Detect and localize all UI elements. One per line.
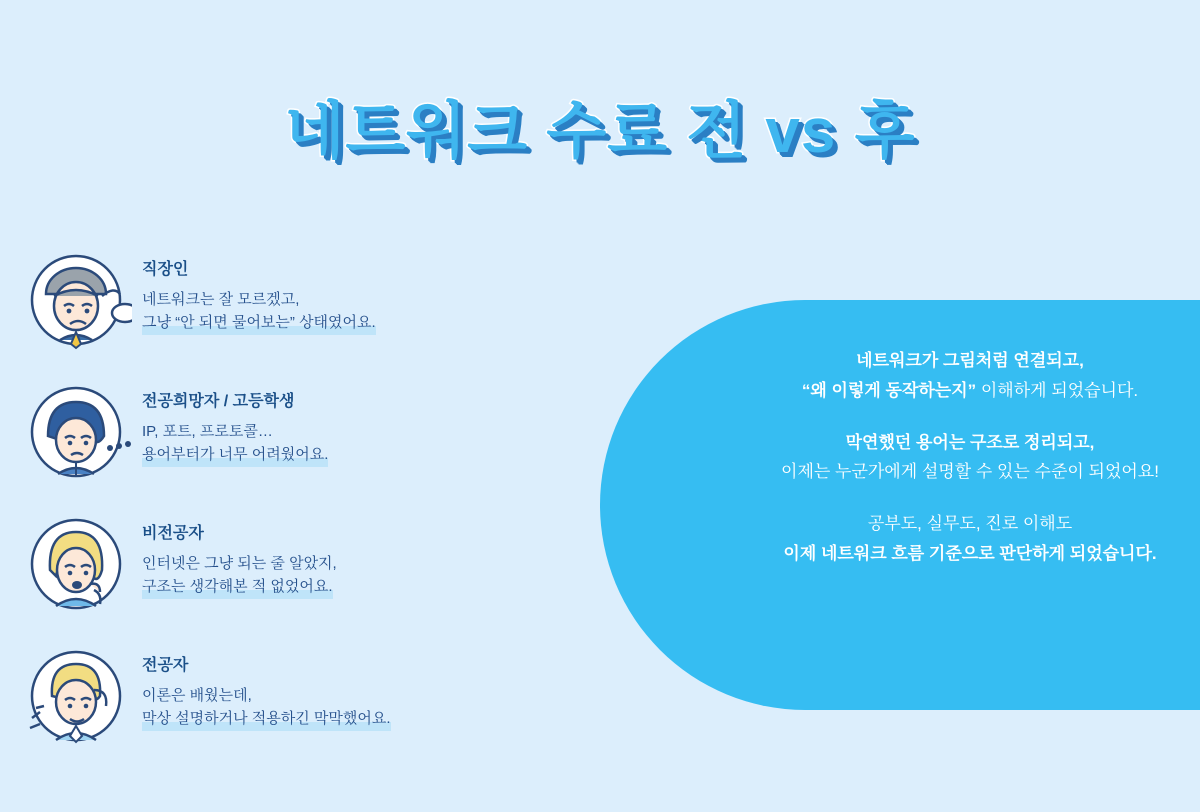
persona-list [24, 248, 544, 776]
persona-line: IP, 포트, 프로토콜… [142, 423, 273, 440]
list-item [24, 380, 544, 484]
persona-line-highlighted: 막상 설명하거나 적용하긴 막막했어요. [142, 707, 391, 730]
list-item [24, 644, 544, 748]
result-panel [600, 300, 1200, 710]
persona-role: 전공희망자 / 고등학생 [142, 393, 295, 410]
result-line [720, 539, 1200, 569]
result-line-bold: 이제 네트워크 흐름 기준으로 판단 [783, 543, 1033, 563]
persona-role: 비전공자 [142, 525, 204, 542]
result-line [720, 376, 1200, 406]
result-line-bold: 막연했던 용어는 구조로 정리 [845, 432, 1057, 452]
puzzled-man-avatar [24, 644, 132, 748]
result-line-rest: 이해하게 되었습니다. [976, 380, 1139, 400]
persona-line-highlighted: 구조는 생각해본 적 없었어요. [142, 575, 333, 598]
result-line [720, 457, 1200, 487]
worried-office-worker-avatar [24, 248, 132, 352]
result-text [720, 346, 1200, 569]
thinking-student-avatar [24, 380, 132, 484]
persona-line: 인터넷은 그냥 되는 줄 알았지, [142, 555, 337, 572]
list-item [24, 512, 544, 616]
result-line-rest: 되고, [1056, 432, 1095, 452]
page-title: 네트워크 수료 전 vs 후 [284, 97, 916, 166]
persona-text [142, 644, 391, 731]
result-line [720, 346, 1200, 376]
list-item [24, 248, 544, 352]
persona-text [142, 248, 376, 335]
persona-text [142, 380, 328, 467]
result-line-rest: 공부도, 실무도, 진로 이해도 [867, 514, 1073, 533]
result-line-bold: 네트워크가 그림처럼 연결 [856, 351, 1047, 370]
persona-line-highlighted: 용어부터가 너무 어려웠어요. [142, 443, 328, 466]
persona-line: 네트워크는 잘 모르겠고, [142, 291, 300, 308]
result-line-bold: “왜 이렇게 동작하는지” [801, 380, 977, 400]
persona-line: 이론은 배웠는데, [142, 687, 252, 704]
page-title-container [0, 96, 1200, 167]
result-line [720, 428, 1200, 458]
persona-role: 직장인 [142, 261, 189, 278]
spacer [720, 487, 1200, 509]
persona-text [142, 512, 337, 599]
result-line [720, 509, 1200, 539]
result-line-rest: 되고, [1046, 351, 1084, 370]
result-line-rest: 이제는 누군가에게 설명할 수 있는 수준이 되었어요! [781, 462, 1159, 482]
persona-role: 전공자 [142, 657, 189, 674]
result-line-rest: 하게 되었습니다. [1032, 543, 1157, 563]
spacer [720, 406, 1200, 428]
persona-line-highlighted: 그냥 “안 되면 물어보는” 상태였어요. [142, 311, 376, 334]
confused-woman-avatar [24, 512, 132, 616]
